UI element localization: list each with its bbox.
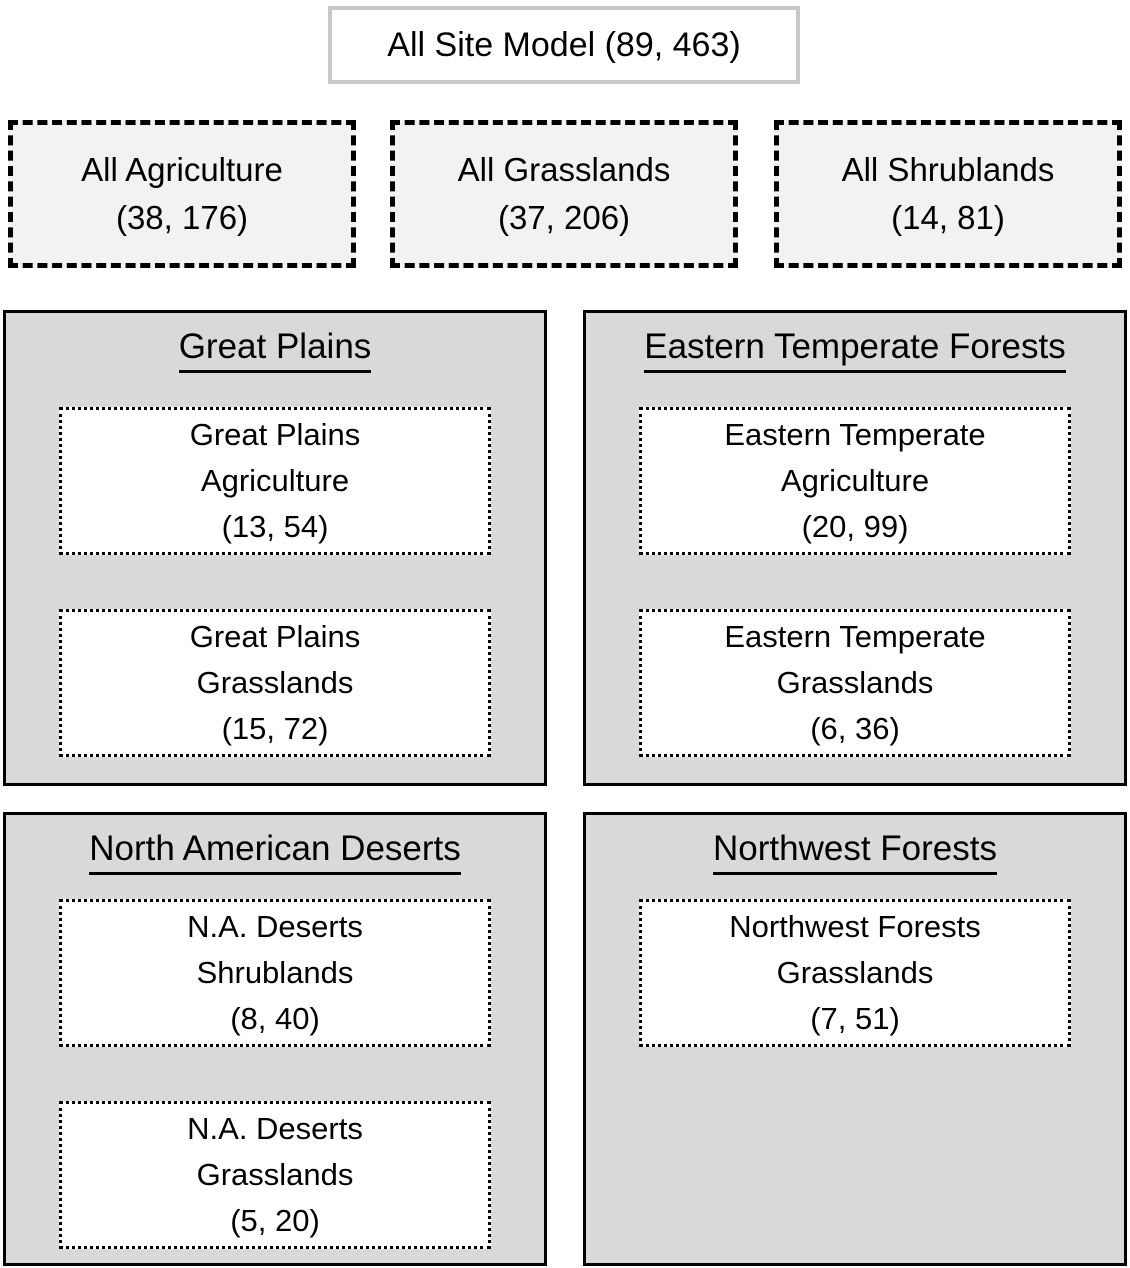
all-grasslands-count: (37, 206): [497, 199, 631, 236]
model-line2: Agriculture: [780, 463, 930, 498]
model-line2: Grasslands: [196, 1157, 354, 1192]
model-line1: N.A. Deserts: [187, 909, 363, 944]
model-line1: N.A. Deserts: [187, 1111, 363, 1146]
model-count: (6, 36): [810, 711, 900, 746]
model-count: (8, 40): [230, 1001, 320, 1036]
all-shrublands-label: All Shrublands: [841, 151, 1055, 188]
all-site-model-box: [328, 6, 800, 84]
panel-north-american-deserts: [3, 812, 547, 1266]
model-count: (15, 72): [221, 711, 329, 746]
model-count: (13, 54): [221, 509, 329, 544]
all-grasslands-label: All Grasslands: [457, 151, 671, 188]
model-line2: Agriculture: [200, 463, 350, 498]
panel-north-american-deserts-title: North American Deserts: [6, 829, 544, 875]
panel-eastern-temperate-forests: [583, 310, 1127, 786]
model-line2: Shrublands: [196, 955, 354, 990]
great-plains-agriculture-box: [59, 407, 491, 555]
panel-great-plains-title: Great Plains: [6, 327, 544, 373]
na-deserts-grasslands-box: [59, 1101, 491, 1249]
panel-great-plains: [3, 310, 547, 786]
model-line1: Eastern Temperate: [724, 619, 986, 654]
great-plains-grasslands-box: [59, 609, 491, 757]
panel-eastern-temperate-forests-title: Eastern Temperate Forests: [586, 327, 1124, 373]
model-line1: Northwest Forests: [729, 909, 981, 944]
model-line2: Grasslands: [776, 955, 934, 990]
model-line2: Grasslands: [196, 665, 354, 700]
panel-northwest-forests: [583, 812, 1127, 1266]
northwest-forests-grasslands-box: [639, 899, 1071, 1047]
all-agriculture-count: (38, 176): [115, 199, 249, 236]
model-count: (20, 99): [801, 509, 909, 544]
model-line1: Great Plains: [189, 417, 361, 452]
all-agriculture-box: [8, 120, 356, 268]
model-line1: Great Plains: [189, 619, 361, 654]
model-line1: Eastern Temperate: [724, 417, 986, 452]
model-count: (5, 20): [230, 1203, 320, 1238]
model-line2: Grasslands: [776, 665, 934, 700]
all-shrublands-count: (14, 81): [891, 199, 1005, 236]
eastern-temperate-grasslands-box: [639, 609, 1071, 757]
all-agriculture-label: All Agriculture: [81, 151, 283, 188]
panel-northwest-forests-title: Northwest Forests: [586, 829, 1124, 875]
all-shrublands-box: [774, 120, 1122, 268]
na-deserts-shrublands-box: [59, 899, 491, 1047]
all-site-model-label: All Site Model (89, 463): [387, 25, 741, 64]
all-grasslands-box: [390, 120, 738, 268]
eastern-temperate-agriculture-box: [639, 407, 1071, 555]
model-count: (7, 51): [810, 1001, 900, 1036]
